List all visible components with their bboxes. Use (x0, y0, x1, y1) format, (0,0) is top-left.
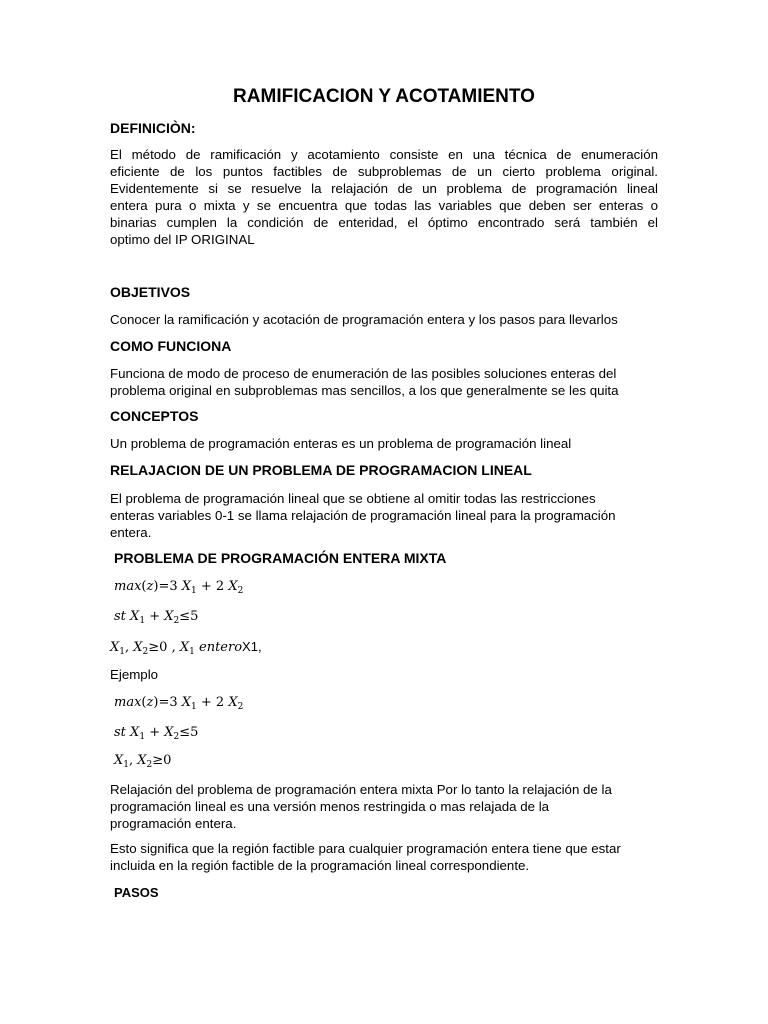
text-line: optimo del IP ORIGINAL (110, 232, 255, 247)
math-text: 1 (119, 647, 125, 657)
math-text: 2 (173, 616, 180, 626)
text-line: Relajación del problema de programación entera mixta Por lo tanto la relajación de la (110, 782, 612, 797)
nonnegativity-constraint (110, 638, 262, 661)
objetivos-heading: OBJETIVOS (110, 284, 191, 300)
math-text: X (228, 579, 238, 594)
math-text: X (228, 695, 238, 710)
math-text: + (149, 725, 161, 740)
text-line: Un problema de programación enteras es un problema de programación lineal (110, 436, 572, 451)
example-objective-function: max(z)=3 $X_1 + 2$ $X_2$ (114, 695, 244, 712)
math-text: st (114, 609, 126, 624)
text-line: binarias cumplen la condición de enteridad, el óptimo encontrado será también el (110, 215, 658, 230)
constraint (114, 608, 198, 630)
math-text: ≥0 (152, 753, 172, 768)
math-text: st (114, 725, 126, 740)
math-text: 2 (237, 702, 244, 712)
math-text: max (114, 695, 142, 710)
text-line: Ejemplo (110, 667, 159, 682)
math-text: X (181, 695, 192, 710)
ejemplo-label (110, 666, 658, 683)
text-line: Funciona de modo de proceso de enumeración de las posibles soluciones enteras del (110, 366, 617, 381)
math-text: X (164, 725, 174, 740)
math-text: X (110, 640, 120, 655)
math-text: + 2 (200, 579, 225, 594)
text-line: Evidentemente si se resuelve la relajación de un problema de programación lineal (110, 181, 658, 196)
math-text: 2 (237, 586, 244, 596)
math-text: 1 (189, 647, 195, 657)
math-text: X (164, 609, 174, 624)
math-text: X1, (242, 639, 262, 654)
mixta-heading: PROBLEMA DE PROGRAMACIÓN ENTERA MIXTA (114, 550, 447, 566)
relajacion-heading: RELAJACION DE UN PROBLEMA DE PROGRAMACION LINEAL (110, 462, 532, 478)
math-text: 2 (173, 732, 180, 742)
text-line: programación entera. (110, 816, 237, 831)
math-text: , (171, 640, 176, 655)
text-line: Esto significa que la región factible para cualquier programación entera tiene que estar (110, 841, 621, 856)
definicion-heading: DEFINICIÒN: (110, 120, 196, 136)
page-title: RAMIFICACION Y ACOTAMIENTO (233, 86, 535, 107)
math-text: 1 (139, 732, 146, 742)
text-line: entera. (110, 525, 152, 540)
math-text: X (133, 640, 143, 655)
como-funciona-heading: COMO FUNCIONA (110, 338, 232, 354)
math-text: ≤5 (179, 609, 199, 624)
math-text: X (137, 753, 147, 768)
objetivos-paragraph (110, 311, 658, 328)
relajacion-paragraph (110, 490, 658, 541)
math-text: 1 (123, 760, 129, 770)
conceptos-heading: CONCEPTOS (110, 408, 199, 424)
math-text: X (179, 640, 190, 655)
example-constraint (114, 724, 198, 746)
pasos-heading: PASOS (114, 885, 159, 900)
objective-function: max(z)=3 $X_1 + 2$ $X_2$ (114, 579, 244, 596)
text-line: programación lineal es una versión menos restringida o mas relajada de la (110, 799, 550, 814)
conclusion-paragraph-1 (110, 781, 658, 832)
text-line: Conocer la ramificación y acotación de programación entera y los pasos para llevarlos (110, 312, 618, 327)
como-funciona-paragraph (110, 365, 658, 399)
math-text: + 2 (200, 695, 225, 710)
text-line: El problema de programación lineal que se obtiene al omitir todas las restricciones (110, 491, 596, 506)
math-text: X (130, 725, 140, 740)
math-text: X (114, 753, 124, 768)
text-line: incluida en la región factible de la programación lineal correspondiente. (110, 858, 530, 873)
text-line: problema original en subproblemas mas sencillos, a los que generalmente se les quita (110, 383, 619, 398)
math-text: =3 (158, 579, 178, 594)
math-text: , (129, 753, 134, 768)
math-text: + (149, 609, 161, 624)
text-line: eficiente de los puntos factibles de subproblemas de un cierto problema original. (110, 164, 658, 179)
math-text: ≥0 (148, 640, 168, 655)
text-line: enteras variables 0-1 se llama relajación de programación lineal para la programación (110, 508, 616, 523)
math-text: 1 (191, 702, 197, 712)
math-text: max (114, 579, 142, 594)
conclusion-paragraph-2 (110, 840, 658, 874)
math-text: 2 (146, 760, 153, 770)
math-text: X (181, 579, 192, 594)
math-text: entero (199, 640, 243, 655)
conceptos-paragraph (110, 435, 658, 452)
example-nonnegativity (114, 752, 171, 774)
math-text: 2 (142, 647, 149, 657)
math-text: z (146, 695, 154, 710)
math-text: 1 (139, 616, 146, 626)
math-text: 1 (191, 586, 197, 596)
math-text: ≤5 (179, 725, 199, 740)
math-text: z (146, 579, 154, 594)
text-line: entera pura o mixta y se encuentra que todas las variables que deben ser enteras o (110, 198, 658, 213)
definicion-paragraph (110, 146, 658, 248)
math-text: =3 (158, 695, 178, 710)
math-text: X (130, 609, 140, 624)
math-text: , (125, 640, 130, 655)
text-line: El método de ramificación y acotamiento consiste en una técnica de enumeración (110, 147, 658, 162)
